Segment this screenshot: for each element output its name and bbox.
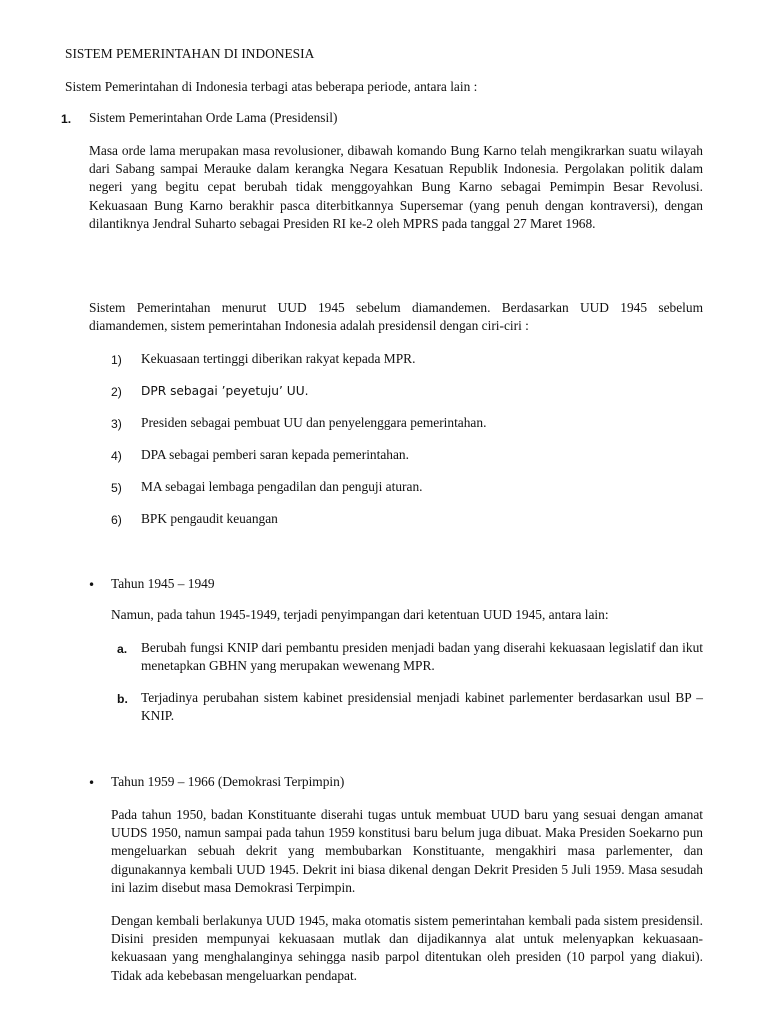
demokrasi-paragraph: Pada tahun 1950, badan Konstituante diserahi tugas untuk membuat UUD baru yang sesuai dengan amanat UUDS 1950, namun sampai pada tahun 1959 konstitusi baru belum juga dibuat. Maka Presiden Soekarno pun mengeluarkan sebuah dekrit yang membubarkan Konstituante, mengakhiri masa parlementer, dan digunakannya kembali UUD 1945. Dekrit ini biasa dikenal dengan Dekrit Presiden 5 Juli 1959. Masa sesudah ini lazim disebut masa Demokrasi Terpimpin. <box>111 807 703 895</box>
list-item: BPK pengaudit keuangan <box>141 511 278 526</box>
section-heading: Sistem Pemerintahan Orde Lama (Presidensil) <box>89 110 338 125</box>
list-letter: b. <box>117 692 128 706</box>
lettered-item: Terjadinya perubahan sistem kabinet presidensial menjadi kabinet parlementer berdasarkan usul BP – KNIP. <box>141 690 703 724</box>
list-number: 1) <box>111 353 122 367</box>
list-item: Kekuasaan tertinggi diberikan rakyat kepada MPR. <box>141 351 416 366</box>
period-heading: Tahun 1945 – 1949 <box>111 576 215 591</box>
period-heading: Tahun 1959 – 1966 (Demokrasi Terpimpin) <box>111 774 345 789</box>
lettered-item: Berubah fungsi KNIP dari pembantu presiden menjadi badan yang diserahi kekuasaan legislatif dan ikut menetapkan GBHN yang merupakan wewenang MPR. <box>141 640 703 674</box>
list-number: 4) <box>111 449 122 463</box>
presidensil-paragraph: Dengan kembali berlakunya UUD 1945, maka otomatis sistem pemerintahan kembali pada sistem presidensil. Disini presiden mempunyai kekuasaan mutlak dan dijadikannya alat untuk melenyapkan kekuasaan-kekuasaan yang menghalanginya sehingga nasib parpol ditentukan oleh presiden (10 parpol yang diakui). Tidak ada kebebasan mengeluarkan pendapat. <box>111 913 703 983</box>
list-item: Presiden sebagai pembuat UU dan penyelenggara pemerintahan. <box>141 415 487 430</box>
section-number: 1. <box>61 112 72 126</box>
orde-lama-paragraph: Masa orde lama merupakan masa revolusioner, dibawah komando Bung Karno telah mengikrarkan suatu wilayah dari Sabang sampai Merauke dalam kerangka Negara Kesatuan Republik Indonesia. Pergolakan politik dalam negeri yang begitu cepat berubah tidak menggoyahkan Bung Karno sebagai Pemimpin Besar Revolusi. Kekuasaan Bung Karno berakhir pasca diterbitkannya Supersemar (yang penuh dengan kontraversi), dengan dilantiknya Jendral Suharto sebagai Presiden RI ke-2 oleh MPRS pada tanggal 27 Maret 1968. <box>89 143 703 231</box>
list-number: 5) <box>111 481 122 495</box>
list-item: DPR sebagai ’peyetuju’ UU. <box>141 384 309 398</box>
list-letter: a. <box>117 642 128 656</box>
list-number: 6) <box>111 513 122 527</box>
bullet-icon: • <box>88 776 96 790</box>
period-intro: Namun, pada tahun 1945-1949, terjadi penyimpangan dari ketentuan UUD 1945, antara lain: <box>111 607 609 622</box>
list-number: 3) <box>111 417 122 431</box>
document-title: SISTEM PEMERINTAHAN DI INDONESIA <box>65 46 315 61</box>
list-number: 2) <box>111 385 122 399</box>
list-item: MA sebagai lembaga pengadilan dan penguji aturan. <box>141 479 423 494</box>
uud-paragraph: Sistem Pemerintahan menurut UUD 1945 sebelum diamandemen. Berdasarkan UUD 1945 sebelum diamandemen, sistem pemerintahan Indonesia adalah presidensil dengan ciri-ciri : <box>89 300 703 334</box>
list-item: DPA sebagai pemberi saran kepada pemerintahan. <box>141 447 409 462</box>
intro-text: Sistem Pemerintahan di Indonesia terbagi atas beberapa periode, antara lain : <box>65 79 478 94</box>
bullet-icon: • <box>88 578 96 592</box>
